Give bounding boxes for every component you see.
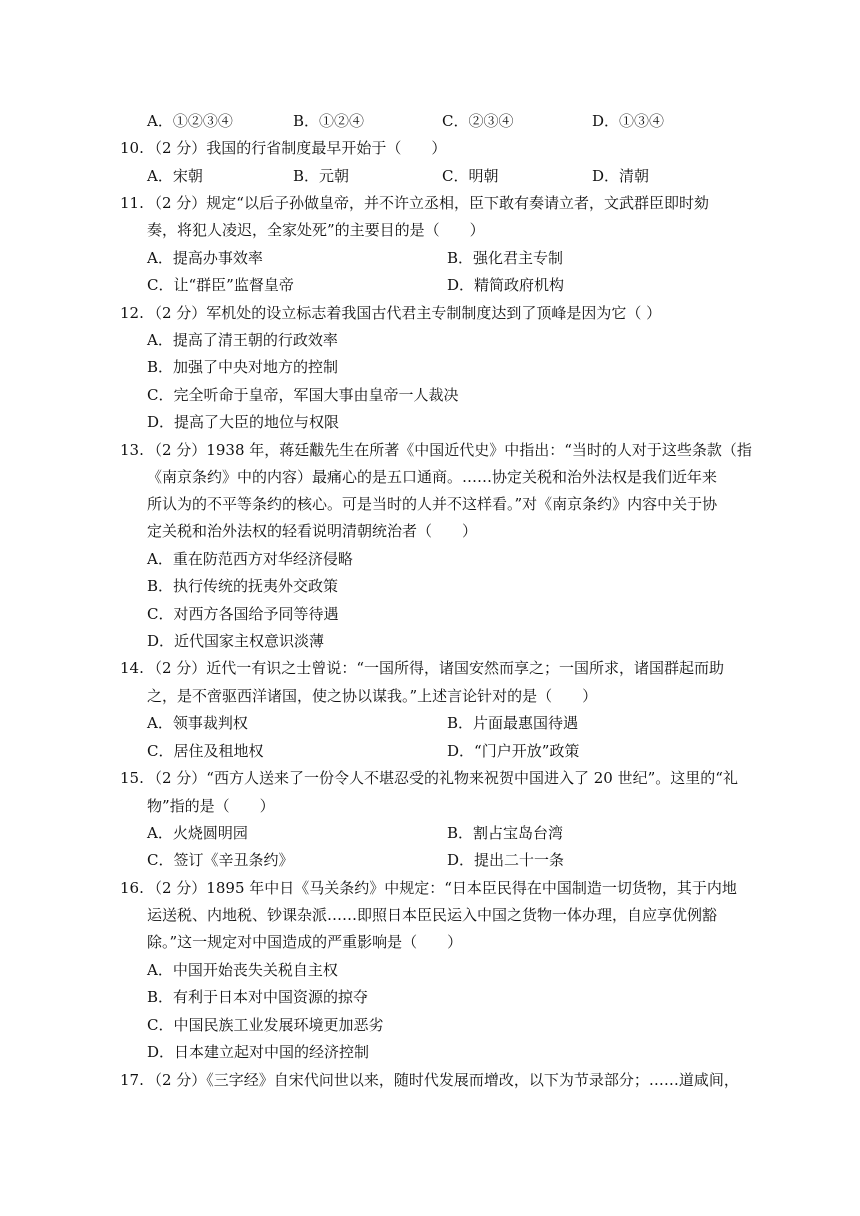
answer-option[interactable]: [147, 604, 339, 624]
question-number: 11.: [120, 194, 144, 212]
question-text-line: （2 分）规定“以后子孙做皇帝，并不许立丞相，臣下敢有奏请立者，文武群臣即时劾: [147, 194, 709, 212]
answer-option[interactable]: [147, 1042, 369, 1062]
option-letter: C．: [442, 112, 469, 130]
option-text: 加强了中央对地方的控制: [173, 358, 339, 376]
answer-option[interactable]: [147, 631, 324, 651]
option-text: 清朝: [619, 167, 650, 185]
question-number: 15.: [120, 769, 144, 787]
option-letter: B．: [293, 167, 320, 185]
answer-option[interactable]: [147, 412, 339, 432]
answer-option[interactable]: [147, 741, 264, 761]
option-text: ①②③④: [172, 112, 233, 130]
answer-option[interactable]: [147, 960, 338, 980]
option-text: “门户开放”政策: [474, 742, 580, 760]
question-text-line: 奏，将犯人凌迟，全家处死”的主要目的是（ ）: [147, 221, 485, 239]
answer-option[interactable]: [447, 741, 579, 761]
option-letter: C．: [147, 276, 174, 294]
question-text-line: （2 分）军机处的设立标志着我国古代君主专制制度达到了顶峰是因为它（ ）: [147, 304, 662, 322]
question-text-line: 运送税、内地税、钞课杂派……即照日本臣民运入中国之货物一体办理，自应享优例豁: [147, 906, 718, 924]
option-letter: D．: [147, 1043, 175, 1061]
option-text: 日本建立起对中国的经济控制: [174, 1043, 370, 1061]
question-text-line: （2 分）“西方人送来了一份令人不堪忍受的礼物来祝贺中国进入了 20 世纪”。这里的“礼: [147, 769, 738, 787]
option-text: 重在防范西方对华经济侵略: [172, 550, 353, 568]
option-text: 提高办事效率: [172, 249, 263, 267]
answer-option[interactable]: [447, 823, 563, 843]
option-text: 执行传统的抚夷外交政策: [173, 577, 339, 595]
option-text: 让“群臣”监督皇帝: [173, 276, 294, 294]
question-text-line: 物”指的是（ ）: [147, 797, 275, 815]
option-text: 明朝: [468, 167, 499, 185]
question-number: 16.: [120, 879, 144, 897]
option-letter: D．: [447, 742, 475, 760]
option-text: 提高了大臣的地位与权限: [174, 413, 340, 431]
option-text: ①②④: [319, 112, 365, 130]
option-letter: A．: [147, 961, 173, 979]
option-letter: B．: [147, 577, 174, 595]
question-text-line: 所认为的不平等条约的核心。可是当时的人并不这样看。”对《南京条约》内容中关于协: [147, 495, 718, 513]
question-number: 14.: [120, 659, 144, 677]
option-letter: A．: [147, 550, 173, 568]
option-text: 领事裁判权: [172, 714, 248, 732]
answer-option[interactable]: [147, 987, 368, 1007]
answer-option[interactable]: [592, 166, 649, 186]
option-text: 割占宝岛台湾: [473, 824, 564, 842]
question-text-line: 除。”这一规定对中国造成的严重影响是（ ）: [147, 933, 463, 951]
option-letter: A．: [147, 714, 173, 732]
option-text: ②③④: [468, 112, 514, 130]
option-letter: A．: [147, 167, 173, 185]
question-number: 13.: [120, 441, 144, 459]
option-text: 中国民族工业发展环境更加恶劣: [173, 1016, 384, 1034]
option-letter: D．: [147, 632, 175, 650]
answer-option[interactable]: [592, 111, 664, 131]
answer-option[interactable]: [147, 823, 248, 843]
option-letter: C．: [147, 1016, 174, 1034]
question-text-line: （2 分）1895 年中日《马关条约》中规定：“日本臣民得在中国制造一切货物，其于内地: [147, 879, 737, 897]
option-letter: B．: [147, 358, 174, 376]
option-letter: B．: [293, 112, 320, 130]
answer-option[interactable]: [447, 275, 564, 295]
answer-option[interactable]: [447, 850, 564, 870]
option-letter: C．: [147, 386, 174, 404]
answer-option[interactable]: [147, 357, 338, 377]
option-text: 有利于日本对中国资源的掠夺: [173, 988, 369, 1006]
option-letter: D．: [447, 276, 475, 294]
question-text-line: （2 分）近代一有识之士曾说：“一国所得，诸国安然而享之；一国所求，诸国群起而助: [147, 659, 724, 677]
option-letter: A．: [147, 249, 173, 267]
option-letter: D．: [592, 112, 620, 130]
option-text: 签订《辛丑条约》: [173, 851, 294, 869]
answer-option[interactable]: [147, 713, 248, 733]
question-number: 17.: [120, 1071, 144, 1089]
answer-option[interactable]: [442, 166, 499, 186]
option-letter: A．: [147, 331, 173, 349]
option-text: 火烧圆明园: [172, 824, 248, 842]
question-number: 10.: [120, 139, 144, 157]
question-text-line: 《南京条约》中的内容）最痛心的是五口通商。……协定关税和治外法权是我们近年来: [147, 468, 718, 486]
answer-option[interactable]: [447, 248, 563, 268]
option-letter: D．: [592, 167, 620, 185]
option-text: 宋朝: [172, 167, 203, 185]
answer-option[interactable]: [147, 1015, 384, 1035]
option-text: 强化君主专制: [473, 249, 564, 267]
option-letter: B．: [447, 714, 474, 732]
option-letter: C．: [147, 605, 174, 623]
option-letter: A．: [147, 112, 173, 130]
option-letter: C．: [442, 167, 469, 185]
option-letter: B．: [447, 824, 474, 842]
option-text: 完全听命于皇帝，军国大事由皇帝一人裁决: [173, 386, 459, 404]
option-text: 近代国家主权意识淡薄: [174, 632, 325, 650]
option-text: 提高了清王朝的行政效率: [172, 331, 338, 349]
option-text: 中国开始丧失关税自主权: [172, 961, 338, 979]
answer-option[interactable]: [293, 111, 364, 131]
option-letter: B．: [147, 988, 174, 1006]
question-text-line: （2 分）1938 年，蒋廷黻先生在所著《中国近代史》中指出：“当时的人对于这些条款（指: [147, 441, 752, 459]
answer-option[interactable]: [293, 166, 349, 186]
option-text: 提出二十一条: [474, 851, 565, 869]
option-letter: C．: [147, 742, 174, 760]
option-letter: A．: [147, 824, 173, 842]
answer-option[interactable]: [147, 166, 203, 186]
answer-option[interactable]: [442, 111, 514, 131]
question-text-line: （2 分）我国的行省制度最早开始于（ ）: [147, 139, 447, 157]
option-text: ①③④: [619, 112, 665, 130]
option-letter: D．: [447, 851, 475, 869]
answer-option[interactable]: [447, 713, 578, 733]
option-text: 对西方各国给予同等待遇: [173, 605, 339, 623]
answer-option[interactable]: [147, 576, 338, 596]
question-text-line: 定关税和治外法权的轻看说明清朝统治者（ ）: [147, 522, 478, 540]
option-letter: D．: [147, 413, 175, 431]
option-letter: C．: [147, 851, 174, 869]
answer-option[interactable]: [147, 248, 263, 268]
question-number: 12.: [120, 304, 144, 322]
option-text: 精简政府机构: [474, 276, 565, 294]
option-text: 片面最惠国待遇: [473, 714, 579, 732]
answer-option[interactable]: [147, 111, 233, 131]
answer-option[interactable]: [147, 275, 294, 295]
answer-option[interactable]: [147, 330, 338, 350]
answer-option[interactable]: [147, 385, 459, 405]
answer-option[interactable]: [147, 549, 353, 569]
option-letter: B．: [447, 249, 474, 267]
answer-option[interactable]: [147, 850, 294, 870]
question-text-line: 之，是不啻驱西洋诸国，使之协以谋我。”上述言论针对的是（ ）: [147, 687, 598, 705]
option-text: 居住及租地权: [173, 742, 264, 760]
question-text-line: （2 分）《三字经》自宋代问世以来，随时代发展而增改，以下为节录部分；……道咸间，: [147, 1071, 739, 1089]
option-text: 元朝: [319, 167, 350, 185]
